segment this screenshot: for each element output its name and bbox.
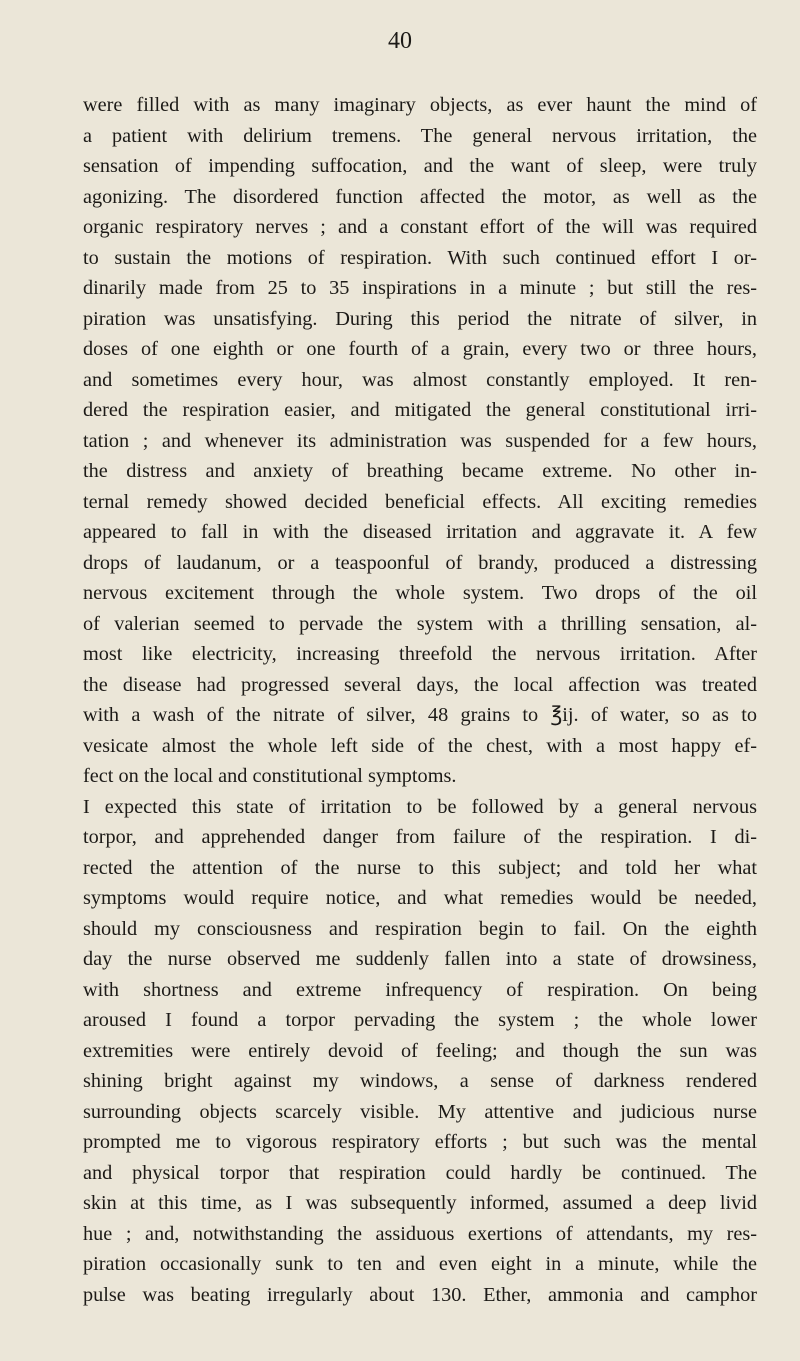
text-line: aroused I found a torpor pervading the system ; the whole lower [83,1009,757,1031]
text-line: to sustain the motions of respiration. With such continued effort I or- [83,246,757,269]
text-line: of valerian seemed to pervade the system with a thrilling sensation, al- [83,612,757,635]
text-line: ternal remedy showed decided beneficial effects. All exciting remedies [83,490,757,513]
text-line: piration occasionally sunk to ten and even eight in a minute, while the [83,1253,757,1275]
text-line: rected the attention of the nurse to this subject; and told her what [83,856,757,879]
text-line: agonizing. The disordered function affected the motor, as well as the [83,185,757,208]
text-line: appeared to fall in with the diseased irritation and aggravate it. A few [83,521,757,543]
text-line: tation ; and whenever its administration was suspended for a few hours, [83,429,757,452]
text-line: doses of one eighth or one fourth of a grain, every two or three hours, [83,338,757,360]
text-line: were filled with as many imaginary objects, as ever haunt the mind of [83,94,757,116]
text-line: skin at this time, as I was subsequently informed, assumed a deep livid [83,1192,757,1214]
text-line: and physical torpor that respiration could hardly be continued. The [83,1161,757,1184]
text-line: sensation of impending suffocation, and the want of sleep, were truly [83,155,757,177]
text-line: day the nurse observed me suddenly fallen into a state of drowsiness, [83,948,757,970]
text-line: the distress and anxiety of breathing became extreme. No other in- [83,460,757,482]
text-line: prompted me to vigorous respiratory efforts ; but such was the mental [83,1131,757,1153]
text-line: vesicate almost the whole left side of the chest, with a most happy ef- [83,734,757,757]
text-line: most like electricity, increasing threefold the nervous irritation. After [83,643,757,665]
text-line: organic respiratory nerves ; and a constant effort of the will was required [83,216,757,238]
text-line: surrounding objects scarcely visible. My attentive and judicious nurse [83,1100,757,1123]
text-line: with shortness and extreme infrequency of respiration. On being [83,978,757,1001]
text-line: dinarily made from 25 to 35 inspirations in a minute ; but still the res- [83,277,757,299]
text-line: symptoms would require notice, and what remedies would be needed, [83,887,757,909]
text-line: dered the respiration easier, and mitigated the general constitutional irri- [83,399,757,421]
page-number: 40 [388,28,412,54]
text-line: I expected this state of irritation to be followed by a general nervous [83,795,757,818]
text-line: nervous excitement through the whole system. Two drops of the oil [83,582,757,604]
text-line: the disease had progressed several days, the local affection was treated [83,673,757,696]
text-line: should my consciousness and respiration begin to fail. On the eighth [83,917,757,940]
text-line: extremities were entirely devoid of feeling; and though the sun was [83,1039,757,1062]
text-line: fect on the local and constitutional symptoms. [83,765,457,787]
text-line: piration was unsatisfying. During this period the nitrate of silver, in [83,307,757,330]
text-line: a patient with delirium tremens. The general nervous irritation, the [83,124,757,147]
text-line: torpor, and apprehended danger from failure of the respiration. I di- [83,826,757,848]
text-line: and sometimes every hour, was almost constantly employed. It ren- [83,368,757,391]
text-line: with a wash of the nitrate of silver, 48 grains to ℥ij. of water, so as to [83,704,757,726]
text-line: drops of laudanum, or a teaspoonful of brandy, produced a distressing [83,551,757,574]
text-line: hue ; and, notwithstanding the assiduous exertions of attendants, my res- [83,1222,757,1245]
body-text [83,90,757,1310]
text-line: shining bright against my windows, a sense of darkness rendered [83,1070,757,1092]
text-line: pulse was beating irregularly about 130. Ether, ammonia and camphor [83,1283,757,1306]
